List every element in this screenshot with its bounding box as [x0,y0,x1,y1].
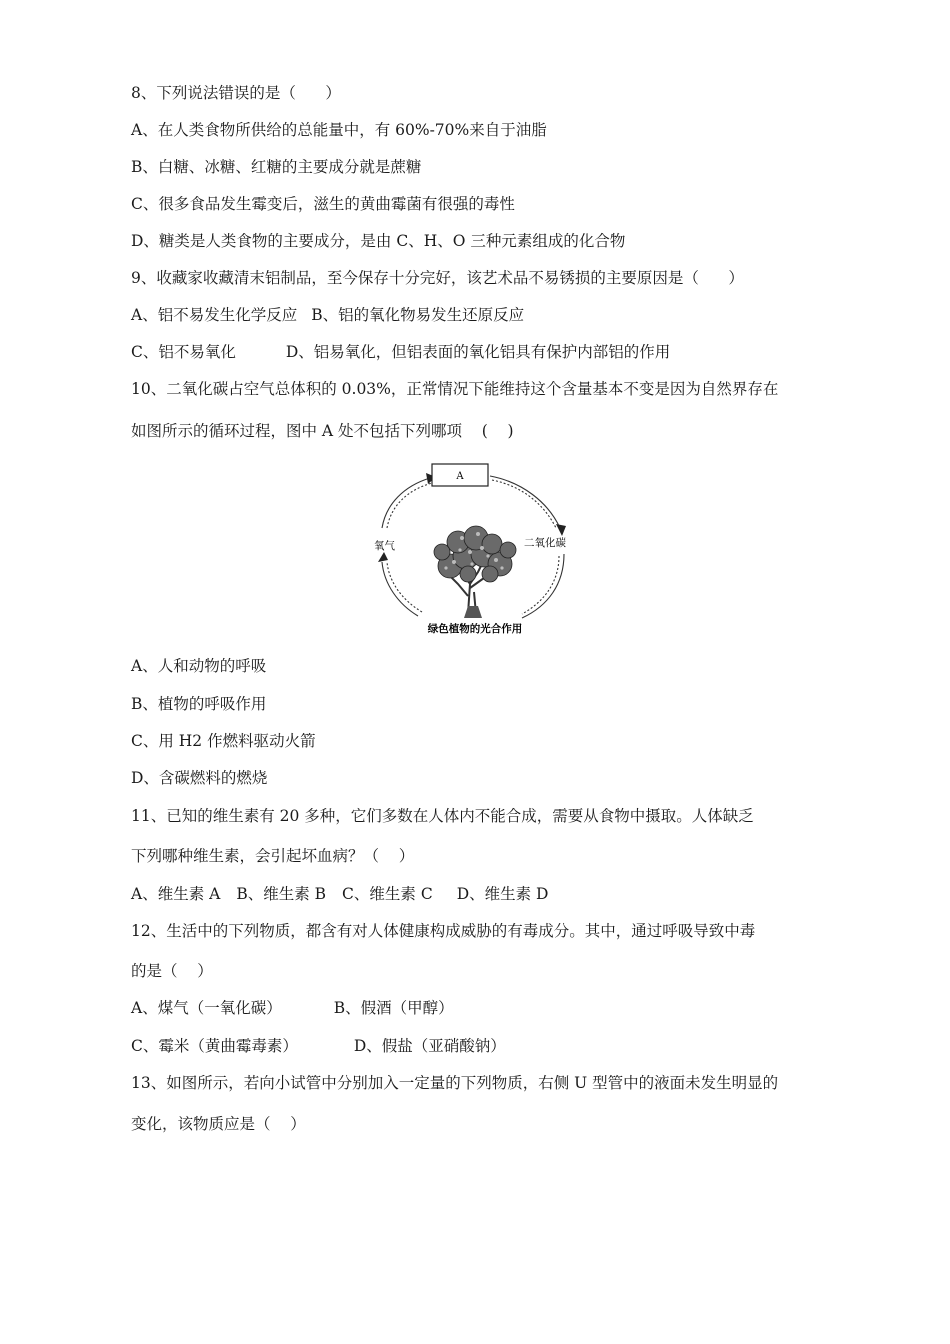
q12-stem-line-2: 的是（ ） [131,962,213,980]
q12-option-c: C、霉米（黄曲霉毒素） [131,1037,298,1055]
q12-option-d: D、假盐（亚硝酸钠） [353,1037,506,1055]
q11-options-row [131,884,549,904]
q10-stem-line-1: 10、二氧化碳占空气总体积的 0.03%，正常情况下能维持这个含量基本不变是因为自然界存在 [131,380,779,398]
diagram-box-a-label: A [456,471,464,482]
carbon-cycle-diagram [372,456,578,640]
q11-option-a: A、维生素 A [131,885,221,903]
q13-stem-line-1: 13、如图所示，若向小试管中分别加入一定量的下列物质，右侧 U 型管中的液面未发生明显的 [131,1074,779,1092]
diagram-label-oxygen: 氧气 [374,540,395,552]
q9-option-a: A、铝不易发生化学反应 [131,306,298,324]
q9-options-row-2 [131,342,670,362]
q8-option-c: C、很多食品发生霉变后，滋生的黄曲霉菌有很强的毒性 [131,195,515,213]
q10-option-a: A、人和动物的呼吸 [131,657,267,675]
diagram-label-co2: 二氧化碳 [524,537,566,549]
q12-options-row-2 [131,1036,506,1056]
tree-icon [434,526,516,618]
q10-stem-line-2: 如图所示的循环过程，图中 A 处不包括下列哪项 ( ) [131,422,514,440]
q9-option-b: B、铝的氧化物易发生还原反应 [311,306,525,324]
q8-option-a: A、在人类食物所供给的总能量中，有 60%-70%来自于油脂 [131,121,547,139]
q12-option-a: A、煤气（一氧化碳） [131,999,282,1017]
q9-stem: 9、收藏家收藏清末铝制品，至今保存十分完好，该艺术品不易锈损的主要原因是（ ） [131,269,744,287]
q12-option-b: B、假酒（甲醇） [333,999,454,1017]
q13-stem-line-2: 变化，该物质应是（ ） [131,1115,306,1133]
q12-stem-line-1: 12、生活中的下列物质，都含有对人体健康构成威胁的有毒成分。其中，通过呼吸导致中毒 [131,922,756,940]
q9-option-c: C、铝不易氧化 [131,343,236,361]
q8-stem: 8、下列说法错误的是（ ） [131,84,341,102]
q10-option-c: C、用 H2 作燃料驱动火箭 [131,732,316,750]
diagram-caption: 绿色植物的光合作用 [427,623,523,635]
q11-stem-line-2: 下列哪种维生素，会引起坏血病？（ ） [131,847,415,865]
q8-option-b: B、白糖、冰糖、红糖的主要成分就是蔗糖 [131,158,422,176]
q11-option-d: D、维生素 D [456,885,549,903]
q10-option-d: D、含碳燃料的燃烧 [131,769,268,787]
q9-options-row-1 [131,305,524,325]
q9-option-d: D、铝易氧化，但铝表面的氧化铝具有保护内部铝的作用 [285,343,671,361]
q11-option-c: C、维生素 C [342,885,433,903]
q10-option-b: B、植物的呼吸作用 [131,695,267,713]
q12-options-row-1 [131,998,454,1018]
q8-option-d: D、糖类是人类食物的主要成分，是由 C、H、O 三种元素组成的化合物 [131,232,626,250]
q11-stem-line-1: 11、已知的维生素有 20 多种，它们多数在人体内不能合成，需要从食物中摄取。人体缺乏 [131,807,754,825]
q11-option-b: B、维生素 B [236,885,327,903]
